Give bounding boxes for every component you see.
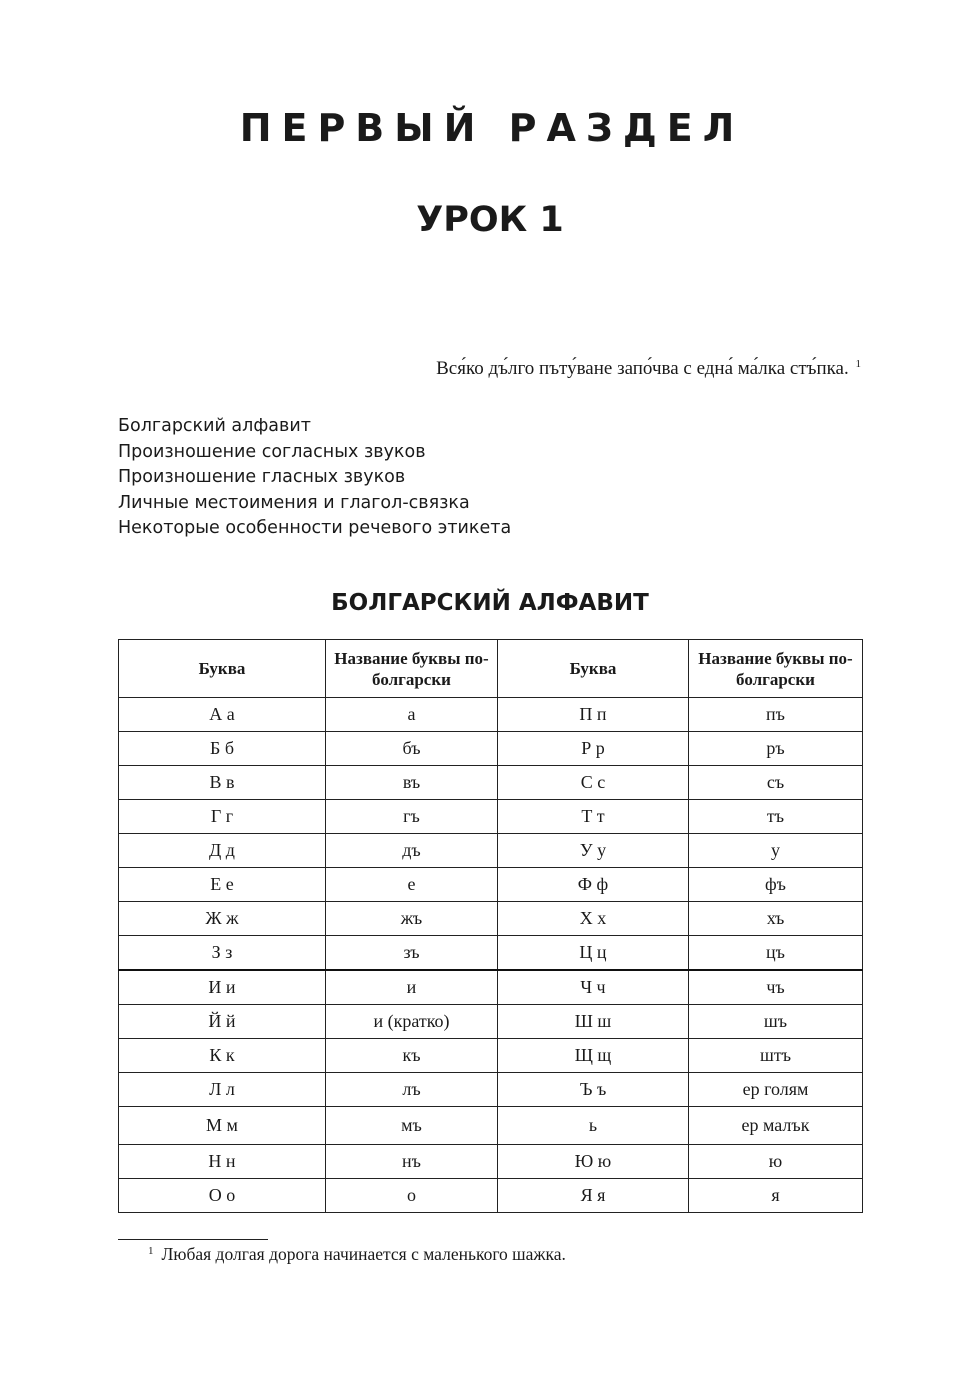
cell-name-2: чъ xyxy=(689,970,863,1005)
cell-letter-2: Ю ю xyxy=(498,1145,689,1179)
cell-name-2: цъ xyxy=(689,936,863,971)
cell-name-1: и xyxy=(326,970,498,1005)
cell-letter-1: Д д xyxy=(119,834,326,868)
table-row xyxy=(119,1145,863,1179)
cell-name-1: лъ xyxy=(326,1073,498,1107)
cell-name-1: и (кратко) xyxy=(326,1005,498,1039)
alphabet-table-body xyxy=(119,698,863,1213)
cell-letter-1: Л л xyxy=(119,1073,326,1107)
cell-name-2: фъ xyxy=(689,868,863,902)
cell-letter-2: Ъ ъ xyxy=(498,1073,689,1107)
table-row xyxy=(119,698,863,732)
topic-item: Произношение согласных звуков xyxy=(118,441,426,462)
table-row xyxy=(119,834,863,868)
cell-letter-1: А а xyxy=(119,698,326,732)
cell-name-2: я xyxy=(689,1179,863,1213)
topic-item: Некоторые особенности речевого этикета xyxy=(118,518,512,539)
cell-name-1: е xyxy=(326,868,498,902)
topic-item: Личные местоимения и глагол-связка xyxy=(118,492,470,513)
epigraph-footnote-mark: 1 xyxy=(855,358,861,370)
cell-name-1: мъ xyxy=(326,1107,498,1145)
table-row xyxy=(119,1039,863,1073)
lesson-topics-list xyxy=(118,414,511,542)
cell-letter-2: Х х xyxy=(498,902,689,936)
cell-name-2: ер голям xyxy=(689,1073,863,1107)
cell-letter-2: П п xyxy=(498,698,689,732)
cell-letter-1: Н н xyxy=(119,1145,326,1179)
cell-letter-2: Ф ф xyxy=(498,868,689,902)
cell-name-1: гъ xyxy=(326,800,498,834)
alphabet-table xyxy=(118,639,863,1213)
header-name-1: Название буквы по-болгарски xyxy=(326,640,498,698)
cell-name-2: штъ xyxy=(689,1039,863,1073)
cell-name-1: о xyxy=(326,1179,498,1213)
cell-name-2: хъ xyxy=(689,902,863,936)
cell-letter-2: Ц ц xyxy=(498,936,689,971)
cell-letter-1: З з xyxy=(119,936,326,971)
cell-name-2: съ xyxy=(689,766,863,800)
alphabet-header-row xyxy=(119,640,863,698)
cell-letter-2: С с xyxy=(498,766,689,800)
cell-name-1: а xyxy=(326,698,498,732)
cell-name-1: нъ xyxy=(326,1145,498,1179)
epigraph xyxy=(436,358,861,380)
cell-name-1: къ xyxy=(326,1039,498,1073)
cell-letter-1: О о xyxy=(119,1179,326,1213)
cell-letter-2: Т т xyxy=(498,800,689,834)
cell-name-1: жъ xyxy=(326,902,498,936)
cell-letter-1: Й й xyxy=(119,1005,326,1039)
cell-letter-1: М м xyxy=(119,1107,326,1145)
footnote xyxy=(148,1244,566,1265)
footnote-text: Любая долгая дорога начинается с маленького шажка. xyxy=(161,1244,566,1264)
cell-letter-1: И и xyxy=(119,970,326,1005)
cell-letter-1: Ж ж xyxy=(119,902,326,936)
cell-name-2: шъ xyxy=(689,1005,863,1039)
alphabet-table-heading: БОЛГАРСКИЙ АЛФАВИТ xyxy=(331,590,649,616)
table-row xyxy=(119,868,863,902)
cell-name-1: зъ xyxy=(326,936,498,971)
table-row xyxy=(119,1005,863,1039)
footnote-divider xyxy=(118,1239,268,1240)
epigraph-text: Вся́ко дъ́лго пъту́ване запо́чва с една́ ма́лка стъ́пка. xyxy=(436,358,849,379)
cell-letter-1: Е е xyxy=(119,868,326,902)
cell-letter-1: Г г xyxy=(119,800,326,834)
header-letter-1: Буква xyxy=(119,640,326,698)
table-row xyxy=(119,732,863,766)
cell-name-1: дъ xyxy=(326,834,498,868)
table-row xyxy=(119,936,863,971)
table-row xyxy=(119,800,863,834)
cell-name-2: ер малък xyxy=(689,1107,863,1145)
table-row xyxy=(119,1107,863,1145)
footnote-mark: 1 xyxy=(148,1245,154,1257)
cell-letter-2: Р р xyxy=(498,732,689,766)
cell-letter-1: В в xyxy=(119,766,326,800)
cell-name-2: пъ xyxy=(689,698,863,732)
table-row xyxy=(119,902,863,936)
cell-name-2: ю xyxy=(689,1145,863,1179)
cell-letter-2: Ш ш xyxy=(498,1005,689,1039)
cell-name-2: у xyxy=(689,834,863,868)
table-row xyxy=(119,1073,863,1107)
cell-name-2: тъ xyxy=(689,800,863,834)
cell-letter-2: ь xyxy=(498,1107,689,1145)
cell-letter-2: Я я xyxy=(498,1179,689,1213)
table-row xyxy=(119,970,863,1005)
cell-letter-2: Ч ч xyxy=(498,970,689,1005)
topic-item: Болгарский алфавит xyxy=(118,416,311,436)
header-letter-2: Буква xyxy=(498,640,689,698)
topic-item: Произношение гласных звуков xyxy=(118,467,406,488)
header-name-2: Название буквы по-болгарски xyxy=(689,640,863,698)
section-title: ПЕРВЫЙ РАЗДЕЛ xyxy=(239,106,745,150)
table-row xyxy=(119,1179,863,1213)
cell-letter-2: У у xyxy=(498,834,689,868)
table-row xyxy=(119,766,863,800)
cell-name-2: ръ xyxy=(689,732,863,766)
cell-name-1: бъ xyxy=(326,732,498,766)
cell-letter-1: К к xyxy=(119,1039,326,1073)
cell-letter-2: Щ щ xyxy=(498,1039,689,1073)
cell-letter-1: Б б xyxy=(119,732,326,766)
lesson-title: УРОК 1 xyxy=(416,200,564,240)
cell-name-1: въ xyxy=(326,766,498,800)
